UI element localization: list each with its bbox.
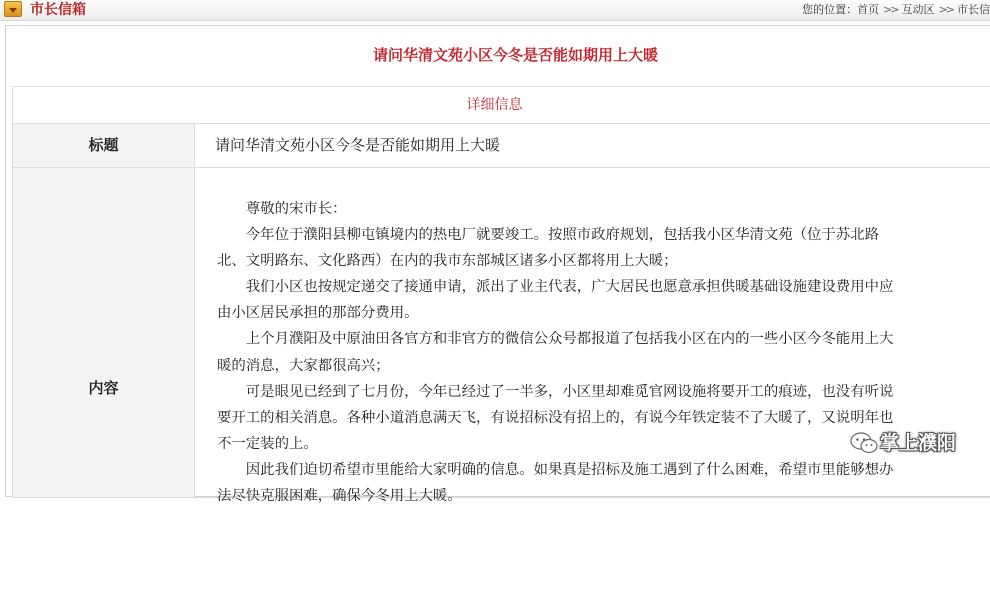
section-title: 市长信箱 [30,2,86,18]
breadcrumb-separator: >> [938,3,953,16]
breadcrumb-interaction[interactable]: 互动区 [901,3,935,16]
mailbox-icon [4,1,22,17]
breadcrumb-prefix: 您的位置： [802,3,858,16]
top-header-bar [0,0,990,21]
body-paragraph: 因此我们迫切希望市里能给大家明确的信息。如果真是招标及施工遇到了什么困难，希望市里能够想办法尽快克服困难，确保今冬用上大暖。 [217,461,894,505]
watermark-text: 掌上濮阳 [880,432,957,454]
breadcrumb [802,2,990,18]
wechat-icon [850,432,878,454]
detail-heading: 详细信息 [12,86,990,124]
content-row [12,168,990,505]
letter-body [217,196,907,509]
body-paragraph: 我们小区也按规定递交了接通申请，派出了业主代表，广大居民也愿意承担供暖基础设施建设费用中应由小区居民承担的那部分费用。 [217,279,894,322]
title-row [12,124,990,168]
breadcrumb-mailbox[interactable]: 市长信 [957,3,990,16]
content-label: 内容 [13,168,195,497]
breadcrumb-home[interactable]: 首页 [857,3,880,16]
title-label: 标题 [13,124,195,167]
body-paragraph: 上个月濮阳及中原油田各官方和非官方的微信公众号都报道了包括我小区在内的一些小区今冬能用上大暖的消息，大家都很高兴； [217,331,894,374]
body-paragraph: 今年位于濮阳县柳屯镇境内的热电厂就要竣工。按照市政府规划，包括我小区华清文苑（位于苏北路北、文明路东、文化路西）在内的我市东部城区诸多小区都将用上大暖； [217,227,879,270]
body-paragraph: 可是眼见已经到了七月份，今年已经过了一半多，小区里却难觅官网设施将要开工的痕迹，也没有听说要开工的相关消息。各种小道消息满天飞，有说招标没有招上的，有说今年铁定装不了大暖了，又说明年也不一定装的上。 [217,383,894,452]
salutation: 尊敬的宋市长： [217,201,347,217]
title-value: 请问华清文苑小区今冬是否能如期用上大暖 [215,136,501,154]
letter-headline: 请问华清文苑小区今冬是否能如期用上大暖 [372,46,658,64]
breadcrumb-separator: >> [883,3,898,16]
